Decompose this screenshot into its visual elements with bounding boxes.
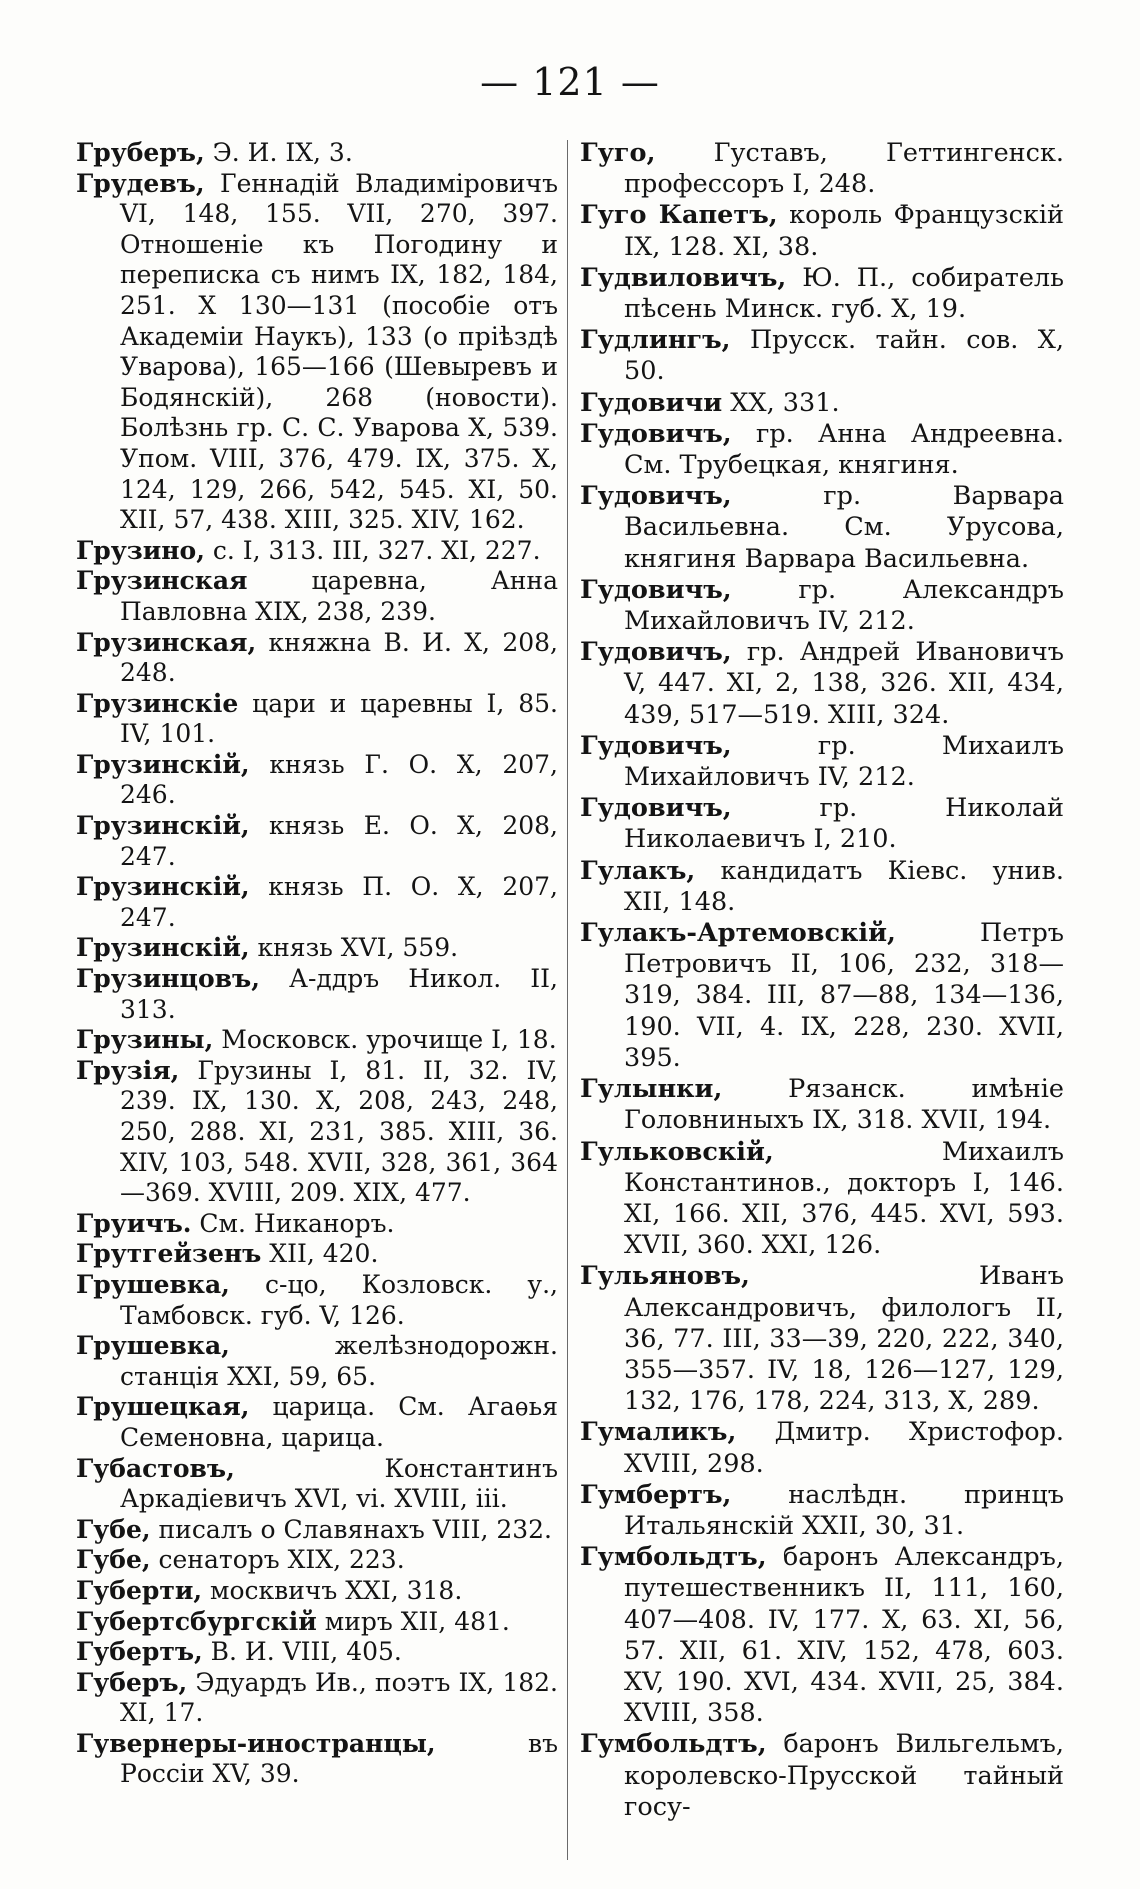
- index-entry: [580, 1137, 1064, 1262]
- entry-references: миръ XII, 481.: [324, 1606, 510, 1636]
- entry-headword: Губастовъ,: [76, 1453, 235, 1483]
- entry-headword: Грузинскій,: [76, 749, 250, 779]
- entry-references: писалъ о Славянахъ VIII, 232.: [158, 1514, 552, 1544]
- entry-references: князь Е. О. X, 208, 247.: [120, 811, 558, 871]
- entry-headword: Гумбольдтъ,: [580, 1729, 767, 1760]
- index-entry: [580, 481, 1064, 575]
- entry-references: баронъ Вильгельмъ, королевско-Прусской тайный госу-: [624, 1729, 1064, 1822]
- entry-references: москвичъ XXI, 318.: [210, 1575, 463, 1605]
- entry-headword: Груичъ.: [76, 1208, 192, 1238]
- index-entry: [580, 575, 1064, 637]
- index-entry: [76, 933, 558, 964]
- index-entry: [76, 1545, 558, 1576]
- entry-headword: Гудовичъ,: [580, 637, 732, 668]
- entry-references: гр. Михаилъ Михайловичъ IV, 212.: [624, 730, 1064, 793]
- index-entry: [580, 200, 1064, 262]
- entry-references: Прусск. тайн. сов. X, 50.: [624, 325, 1064, 387]
- entry-references: Рязанск. имѣніе Головниныхъ IX, 318. XVII, 194.: [624, 1074, 1064, 1136]
- index-entry: [76, 1454, 558, 1515]
- index-entry: [76, 689, 558, 750]
- entry-headword: Гулакъ,: [580, 855, 696, 886]
- entry-references: с-цо, Козловск. у., Тамбовск. губ. V, 126.: [120, 1269, 558, 1330]
- entry-headword: Гумбольдтъ,: [580, 1542, 767, 1573]
- index-entry: [580, 918, 1064, 1074]
- entry-headword: Грузины,: [76, 1025, 214, 1055]
- entry-references: баронъ Александръ, путешественникъ II, 111, 160, 407—408. IV, 177. X, 63. XI, 56, 57. XII, 61. XIV, 152, 478, 603. XV, 190. XVI, 434. XVII, 25, 384. XVIII, 358.: [624, 1542, 1064, 1729]
- entry-references: въ Россіи XV, 39.: [120, 1728, 558, 1789]
- entry-references: Московск. урочище I, 18.: [221, 1025, 557, 1055]
- entry-headword: Гудовичъ,: [580, 574, 732, 605]
- entry-headword: Гумаликъ,: [580, 1417, 737, 1448]
- index-entry: [580, 1729, 1064, 1823]
- entry-headword: Гулакъ-Артемовскій,: [580, 918, 896, 949]
- entry-headword: Гулынки,: [580, 1074, 723, 1105]
- index-entry: [76, 169, 558, 536]
- entry-references: См. Никаноръ.: [199, 1208, 395, 1238]
- index-entry: [580, 1261, 1064, 1417]
- entry-headword: Губертсбургскій: [76, 1606, 317, 1636]
- index-entry: [580, 637, 1064, 731]
- index-entry: [580, 1074, 1064, 1136]
- entry-headword: Гуго Капетъ,: [580, 200, 778, 231]
- entry-references: князь Г. О. X, 207, 246.: [120, 749, 558, 810]
- index-entry: [580, 1480, 1064, 1542]
- index-entry: [580, 731, 1064, 793]
- entry-headword: Грузинскій,: [76, 872, 250, 902]
- entry-references: Ю. П., собиратель пѣсень Минск. губ. X, 19.: [624, 262, 1064, 325]
- entry-headword: Гульяновъ,: [580, 1261, 750, 1292]
- index-entry: [76, 811, 558, 872]
- entry-references: Густавъ, Геттингенск. профессоръ I, 248.: [624, 138, 1064, 200]
- index-entry: [76, 1331, 558, 1392]
- index-entry: [580, 388, 1064, 419]
- index-entry: [580, 793, 1064, 855]
- index-entry: [76, 1729, 558, 1790]
- entry-references: Геннадій Владиміровичъ VI, 148, 155. VII, 270, 397. Отношеніе къ Погодину и переписка съ нимъ IX, 182, 184, 251. X 130—131 (пособіе отъ Академіи Наукъ), 133 (о пріѣздѣ Уварова), 165—166 (Шевыревъ и Бодянскій), 268 (новости). Болѣзнь гр. С. С. Уварова X, 539. Упом. VIII, 376, 479. IX, 375. X, 124, 129, 266, 542, 545. XI, 50. XII, 57, 438. XIII, 325. XIV, 162.: [120, 168, 558, 535]
- index-entry: [580, 325, 1064, 387]
- entry-references: Петръ Петровичъ II, 106, 232, 318—319, 384. III, 87—88, 134—136, 190. VII, 4. IX, 228, 230. XVII, 395.: [624, 918, 1064, 1073]
- index-entry: [76, 1515, 558, 1546]
- index-entry: [580, 856, 1064, 918]
- entry-headword: Грузинская: [76, 566, 248, 596]
- entry-references: князь XVI, 559.: [257, 933, 459, 963]
- entry-headword: Грушевка,: [76, 1269, 230, 1299]
- index-entry: [76, 1392, 558, 1453]
- index-entry: [76, 138, 558, 169]
- index-entry: [76, 1239, 558, 1270]
- entry-references: наслѣдн. принцъ Итальянскій XXII, 30, 31.: [624, 1479, 1064, 1541]
- entry-references: Иванъ Александровичъ, филологъ II, 36, 77. III, 33—39, 220, 222, 340, 355—357. IV, 18, 126—127, 129, 132, 176, 178, 224, 313, X, 289.: [624, 1261, 1064, 1417]
- entry-headword: Грузинцовъ,: [76, 964, 260, 994]
- entry-headword: Губертъ,: [76, 1637, 203, 1667]
- index-entry: [76, 1209, 558, 1240]
- index-entry: [580, 263, 1064, 325]
- page-number: — 121 —: [480, 60, 660, 104]
- entry-headword: Гульковскій,: [580, 1136, 774, 1167]
- entry-references: царевна, Анна Павловна XIX, 238, 239.: [120, 566, 559, 626]
- entry-headword: Гудовичъ,: [580, 793, 732, 824]
- entry-headword: Губе,: [76, 1514, 151, 1544]
- index-entry: [580, 1542, 1064, 1729]
- entry-headword: Гумбертъ,: [580, 1479, 732, 1510]
- entry-headword: Грузинскій,: [76, 933, 250, 963]
- entry-references: Константинъ Аркадіевичъ XVI, vi. XVIII, iii.: [120, 1453, 558, 1514]
- index-entry: [76, 872, 558, 933]
- entry-references: Эдуардъ Ив., поэтъ IX, 182. XI, 17.: [120, 1667, 558, 1728]
- entry-headword: Грушецкая,: [76, 1392, 250, 1422]
- column-divider: [567, 140, 568, 1860]
- index-entry: [76, 536, 558, 567]
- entry-references: король Французскій IX, 128. XI, 38.: [624, 200, 1065, 262]
- entry-references: княжна В. И. X, 208, 248.: [120, 627, 558, 688]
- entry-headword: Гудовичъ,: [580, 730, 732, 761]
- entry-headword: Грутгейзенъ: [76, 1239, 262, 1269]
- left-column: [76, 138, 558, 1790]
- entry-headword: Гувернеры-иностранцы,: [76, 1728, 436, 1758]
- entry-headword: Грудевъ,: [76, 168, 205, 198]
- entry-references: сенаторъ XIX, 223.: [158, 1545, 405, 1575]
- index-entry: [76, 1668, 558, 1729]
- index-entry: [76, 1576, 558, 1607]
- entry-references: Грузины I, 81. II, 32. IV, 239. IX, 130. X, 208, 243, 248, 250, 288. XI, 231, 385. XIII, 36. XIV, 103, 548. XVII, 328, 361, 364—369. XVIII, 209. XIX, 477.: [120, 1055, 558, 1208]
- entry-headword: Гуго,: [580, 138, 656, 168]
- entry-headword: Гудовичъ,: [580, 418, 732, 449]
- entry-references: гр. Александръ Михайловичъ IV, 212.: [624, 574, 1064, 637]
- entry-headword: Грузинская,: [76, 627, 257, 657]
- index-entry: [76, 1637, 558, 1668]
- entry-headword: Грузинскій,: [76, 811, 250, 841]
- entry-references: Э. И. IX, 3.: [212, 138, 353, 167]
- entry-headword: Гудвиловичъ,: [580, 262, 787, 293]
- entry-references: Дмитр. Христофор. XVIII, 298.: [624, 1417, 1064, 1479]
- index-entry: [76, 750, 558, 811]
- entry-headword: Гудовичи: [580, 387, 723, 418]
- index-entry: [76, 566, 558, 627]
- entry-headword: Груберъ,: [76, 138, 205, 167]
- right-column: [580, 138, 1064, 1823]
- entry-references: Михаилъ Константинов., докторъ I, 146. XI, 166. XII, 376, 445. XVI, 593. XVII, 360. XXI, 126.: [624, 1136, 1064, 1261]
- entry-references: желѣзнодорожн. станція XXI, 59, 65.: [120, 1331, 558, 1391]
- entry-references: цари и царевны I, 85. IV, 101.: [120, 688, 558, 749]
- entry-references: А-ддръ Никол. II, 313.: [120, 964, 558, 1024]
- entry-references: гр. Андрей Ивановичъ V, 447. XI, 2, 138, 326. XII, 434, 439, 517—519. XIII, 324.: [624, 637, 1065, 730]
- index-entry: [76, 1270, 558, 1331]
- index-entry: [76, 1025, 558, 1056]
- index-entry: [580, 1417, 1064, 1479]
- entry-references: с. I, 313. III, 327. XI, 227.: [212, 535, 541, 565]
- entry-headword: Грушевка,: [76, 1331, 230, 1361]
- entry-references: царица. См. Агаѳья Семеновна, царица.: [120, 1392, 558, 1452]
- entry-headword: Грузинскіе: [76, 688, 239, 718]
- index-entry: [76, 1607, 558, 1638]
- entry-references: князь П. О. X, 207, 247.: [120, 872, 558, 932]
- entry-references: XII, 420.: [269, 1239, 379, 1269]
- index-entry: [76, 964, 558, 1025]
- index-entry: [580, 138, 1064, 200]
- entry-headword: Губерти,: [76, 1575, 203, 1605]
- entry-headword: Грузія,: [76, 1055, 180, 1085]
- entry-headword: Губе,: [76, 1545, 151, 1575]
- entry-references: кандидатъ Кіевс. унив. XII, 148.: [624, 855, 1064, 917]
- entry-headword: Губеръ,: [76, 1667, 188, 1697]
- index-entry: [76, 1056, 558, 1209]
- entry-headword: Гудлингъ,: [580, 325, 731, 356]
- index-entry: [76, 628, 558, 689]
- entry-references: XX, 331.: [730, 387, 840, 418]
- entry-references: В. И. VIII, 405.: [210, 1637, 402, 1667]
- entry-headword: Гудовичъ,: [580, 481, 732, 512]
- entry-references: гр. Анна Андреевна. См. Трубецкая, княгиня.: [624, 418, 1065, 481]
- entry-references: гр. Николай Николаевичъ I, 210.: [624, 793, 1064, 855]
- entry-references: гр. Варвара Васильевна. См. Урусова, княгиня Варвара Васильевна.: [624, 481, 1064, 574]
- index-entry: [580, 419, 1064, 481]
- entry-headword: Грузино,: [76, 535, 205, 565]
